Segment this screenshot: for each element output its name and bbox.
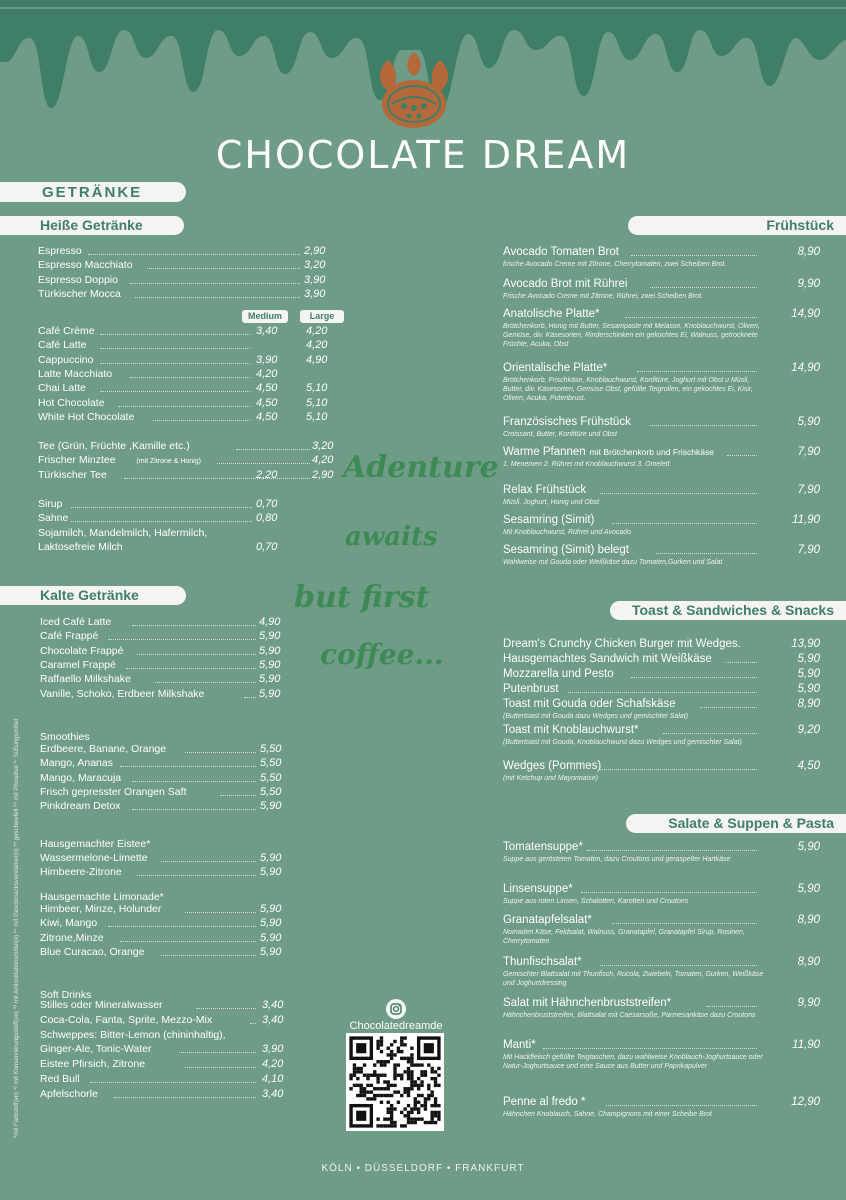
menu-item-name: Orientalische Platte*	[503, 362, 608, 374]
leader-dots	[120, 932, 256, 942]
menu-item-price: 5,90	[260, 917, 282, 930]
menu-item-name: Sesamring (Simit) belegt	[503, 544, 629, 556]
soft-drinks-title: Soft Drinks	[40, 989, 92, 1001]
leader-dots	[612, 913, 757, 924]
menu-item-name: Türkischer Mocca	[38, 287, 121, 300]
leader-dots	[137, 866, 256, 876]
menu-item-price: 5,90	[259, 687, 281, 700]
size-medium-badge: Medium	[242, 310, 288, 323]
menu-item-description: Gemischter Blattsalat mit Thunfisch, Rucola, Zwiebeln, Tomaten, Gurken, Weißkäse und Joghurtdressing	[503, 971, 764, 987]
menu-item-name: Stilles oder Mineralwasser	[40, 999, 163, 1011]
leader-dots	[114, 1088, 256, 1098]
menu-item-price: 7,90	[797, 544, 820, 556]
leader-dots	[700, 697, 757, 708]
leader-dots	[185, 743, 256, 753]
leader-dots	[663, 723, 758, 734]
menu-item-price: 9,20	[797, 724, 820, 736]
menu-item-name: Sesamring (Simit)	[503, 514, 595, 526]
menu-item-description: Wahlweise mit Gouda oder Weißkäse dazu Tomaten,Gurken und Salat	[503, 559, 723, 566]
menu-item-price: 5,90	[797, 416, 820, 428]
menu-item-name: Relax Frühstück	[503, 484, 587, 496]
leader-dots	[88, 245, 300, 255]
leader-dots	[108, 917, 256, 927]
leader-dots	[126, 659, 256, 669]
menu-item-price: 0,80	[256, 512, 278, 525]
leader-dots	[132, 772, 257, 782]
menu-item-price: 9,90	[797, 278, 820, 290]
menu-item-name: Französisches Frühstück	[503, 416, 631, 428]
icetea-title: Hausgemachter Eistee*	[40, 838, 151, 850]
leader-dots	[124, 469, 310, 479]
leader-dots	[71, 512, 253, 522]
instagram-icon[interactable]	[386, 999, 406, 1019]
menu-item-price: 8,90	[797, 698, 820, 710]
menu-item-description: Hähnchenbruststreifen, Blattsalat mit Caesarsoße, Parmesankäse dazu Croutons	[503, 1012, 756, 1019]
leader-dots	[656, 543, 757, 554]
toast-header: Toast & Sandwiches & Snacks	[610, 601, 846, 620]
menu-item-price: 12,90	[791, 1096, 820, 1108]
menu-item-price-large: 4,20	[312, 454, 334, 467]
menu-item-name: Wassermelone-Limette	[40, 852, 148, 864]
menu-item-price: 9,90	[797, 997, 820, 1009]
menu-item-price-large: 4,20	[306, 339, 328, 352]
menu-item-name: Manti*	[503, 1039, 536, 1051]
menu-item-price: 5,90	[260, 852, 282, 864]
menu-item-name: Toast mit Knoblauchwurst*	[503, 724, 639, 736]
menu-item-price: 3,90	[304, 273, 326, 286]
menu-item-name: Linsensuppe*	[503, 883, 573, 895]
menu-item-price: 2,90	[304, 245, 326, 257]
brand-title: CHOCOLATE DREAM	[215, 133, 631, 177]
leader-dots	[217, 454, 310, 464]
menu-item-name: Mango, Ananas	[40, 757, 113, 770]
milk-line-1: Sojamilch, Mandelmilch, Hafermilch,	[38, 527, 208, 539]
qr-code[interactable]	[346, 1033, 444, 1131]
menu-item-name: Caramel Frappé	[40, 658, 116, 671]
menu-item-price: 8,90	[797, 914, 820, 926]
menu-item-price: 5,90	[260, 800, 282, 813]
menu-item-description: Croissant, Butter, Konfitüre und Obst	[503, 431, 618, 438]
menu-item-price-large: 5,10	[306, 410, 328, 423]
menu-item-name: Café Latte	[38, 339, 87, 352]
menu-item-name: Iced Café Latte	[40, 616, 112, 628]
menu-item-name: Vanille, Schoko, Erdbeer Milkshake	[40, 687, 205, 700]
menu-item-name: Putenbrust	[503, 683, 559, 695]
menu-item-price: 5,90	[259, 673, 281, 686]
menu-item-price-large: 5,10	[306, 396, 328, 409]
menu-item-price: 4,50	[797, 760, 820, 772]
menu-item-price: 4,20	[262, 1058, 284, 1071]
leader-dots	[71, 498, 253, 508]
menu-item-price: 8,90	[797, 246, 820, 258]
leader-dots	[631, 667, 757, 678]
menu-item-price-medium: 3,90	[256, 353, 278, 366]
leader-dots	[726, 652, 758, 663]
menu-item-description: Brötchenkorb, Frischkäse, Knoblauchwurst, Konfitüre, Joghurt mit Obst u Müsli, Butter, div. Käsesorten, Gemüse Obst, gefüllte Teigrollen, ein gekochtes Ei, Kisir, Oliven, Acuka, Putenbrust.	[503, 377, 753, 402]
menu-item-price: 3,20	[304, 259, 326, 272]
menu-item-price: 7,90	[797, 484, 820, 496]
cold-drinks-header: Kalte Getränke	[0, 586, 186, 605]
menu-item-name: Hausgemachtes Sandwich mit Weißkäse	[503, 653, 712, 665]
leader-dots	[637, 361, 757, 372]
menu-item-name: Mango, Maracuja	[40, 771, 122, 784]
menu-item-price: 4,10	[262, 1073, 284, 1085]
menu-item-name: Espresso Doppio	[38, 273, 118, 286]
milk-price: 0,70	[256, 541, 278, 553]
menu-item-name: Chocolate Frappé	[40, 644, 124, 657]
menu-item-description: Mit Knoblauchwurst, Rührei und Avocado	[503, 529, 632, 536]
menu-item-price: 5,90	[797, 883, 820, 895]
leader-dots	[543, 1038, 757, 1049]
menu-item-price: 11,90	[792, 1039, 820, 1051]
menu-item-name: Coca-Cola, Fanta, Sprite, Mezzo-Mix	[40, 1013, 213, 1026]
menu-item-name: Chai Latte	[38, 382, 86, 395]
menu-item-price: 5,90	[797, 653, 820, 665]
menu-item-price-large: 3,20	[312, 440, 334, 452]
menu-item-price: 3,90	[262, 1043, 284, 1056]
menu-item-price: 3,40	[262, 999, 284, 1011]
menu-item-description: (Buttertoast mit Gouda, Knoblauchwurst dazu Wedges und gemischter Salat)	[503, 739, 742, 746]
menu-item-description: frische Avocado Creme mit Zitrone, Cherrytomaten, zwei Scheiben Brot.	[503, 261, 727, 268]
menu-item-description: Müsli, Joghurt, Honig und Obst	[503, 499, 600, 506]
menu-item-price: 5,90	[260, 945, 282, 958]
leader-dots	[132, 616, 257, 626]
menu-item-price-medium: 2,20	[256, 468, 278, 481]
menu-item-price: 5,90	[259, 630, 281, 643]
menu-item-name: Kiwi, Mango	[40, 917, 98, 930]
leader-dots	[108, 630, 256, 640]
smoothies-title: Smoothies	[40, 731, 90, 743]
slogan-line-2: awaits	[345, 522, 438, 552]
drinks-header: GETRÄNKE	[0, 182, 186, 202]
menu-item-price-large: 4,90	[306, 353, 328, 366]
menu-item-name: Cappuccino	[38, 353, 94, 366]
leader-dots	[587, 840, 757, 851]
menu-item-name: Frisch gepresster Orangen Saft	[40, 785, 187, 798]
menu-item-name: Mozzarella und Pesto	[503, 668, 614, 680]
menu-item-price: 5,90	[797, 683, 820, 695]
menu-item-name: Blue Curacao, Orange	[40, 945, 145, 958]
leader-dots	[244, 688, 256, 698]
menu-item-name: Espresso Macchiato	[38, 259, 133, 272]
menu-item-price: 3,40	[262, 1087, 284, 1100]
breakfast-header: Frühstück	[628, 216, 846, 235]
menu-item-description: Suppe aus roten Linsen, Schalotten, Karotten und Croutons	[503, 898, 689, 905]
menu-item-price: 5,90	[260, 903, 282, 915]
leader-dots	[581, 882, 757, 893]
menu-item-price: 4,90	[259, 616, 281, 628]
menu-item-price: 14,90	[791, 362, 820, 374]
menu-item-description: Brötchenkorb, Honig mit Butter, Sesampaste mit Melasse, Knoblauchwurst, Oliven, Gemüse, div. Käsesorten, Rinderschinken ein gekochtes Ei, Walnuss, getrocknete Früchte, Acuka, Obst	[503, 323, 760, 348]
leader-dots	[100, 339, 250, 349]
leader-dots	[120, 757, 256, 767]
menu-item-name: Erdbeere, Banane, Orange	[40, 743, 167, 755]
menu-item-name: Zitrone,Minze	[40, 931, 104, 944]
leader-dots	[185, 1058, 256, 1068]
menu-item-name: Latte Macchiato	[38, 367, 113, 380]
slogan-line-1: Adenture	[343, 450, 499, 485]
menu-item-name: Wedges (Pommes)	[503, 760, 602, 772]
leader-dots	[185, 903, 256, 913]
menu-item-name: Café Crème	[38, 325, 95, 337]
leader-dots	[100, 325, 250, 335]
menu-item-name: Hot Chocolate	[38, 396, 105, 409]
menu-item-price: 5,50	[260, 757, 282, 770]
menu-item-price-large: 4,20	[306, 325, 328, 337]
menu-item-price: 5,50	[260, 771, 282, 784]
menu-item-description: 1. Menemen 2. Rührei mit Knoblauchwurst 3. Omelett	[503, 461, 670, 468]
menu-item-name: Espresso	[38, 245, 82, 257]
leader-dots	[100, 382, 250, 392]
milk-line-2: Laktosefreie Milch	[38, 541, 123, 553]
leader-dots	[118, 397, 250, 407]
menu-item-description: (mit Ketchup und Mayonnaise)	[503, 775, 598, 782]
menu-item-price: 14,90	[791, 308, 820, 320]
leader-dots	[90, 1073, 256, 1083]
leader-dots	[147, 259, 300, 269]
leader-dots	[650, 415, 757, 426]
leader-dots	[220, 786, 256, 796]
menu-item-price-large: 2,90	[312, 468, 334, 481]
menu-item-name: Red Bull	[40, 1073, 80, 1085]
menu-item-name: Anatolische Platte*	[503, 308, 600, 320]
menu-item-extra: mit Brötchenkorb und Frischkäse	[589, 447, 714, 457]
menu-item	[503, 652, 757, 666]
menu-item-name: Toast mit Gouda oder Schafskäse	[503, 698, 676, 710]
leader-dots	[631, 245, 757, 256]
menu-item-price: 5,50	[260, 785, 282, 798]
menu-item-name: Thunfischsalat*	[503, 956, 582, 968]
menu-item-name: Avocado Brot mit Rührei	[503, 278, 628, 290]
footer-cities: KÖLN • DÜSSELDORF • FRANKFURT	[321, 1163, 525, 1174]
menu-item-price: 8,90	[797, 956, 820, 968]
leader-dots	[161, 852, 256, 862]
leader-dots	[600, 955, 758, 966]
cocoa-bean-logo	[368, 46, 460, 134]
lemonade-title: Hausgemachte Limonade*	[40, 891, 164, 903]
menu-item-description: Suppe aus gerösteten Tomaten, dazu Croutons und geraspelter Hartkäse	[503, 856, 731, 863]
menu-item-description: Mit Hackfleisch gefüllte Teigtaschen, dazu wahlweise Knoblauch-Joghurtsauce oder Natur-Joghurtsauce und eine Sauce aus Butter und Paprikapulver	[503, 1054, 763, 1070]
menu-item-note: (mit Zitrone & Honig)	[136, 458, 201, 466]
menu-item-name: Salat mit Hähnchenbruststreifen*	[503, 997, 672, 1009]
menu-item-price-large: 5,10	[306, 382, 328, 395]
menu-item-description: Frische Avocado Creme mit Zitrone, Rührei, zwei Scheiben Brot.	[503, 293, 703, 300]
menu-item-name: Sirup	[38, 498, 63, 510]
menu-item-name: White Hot Chocolate	[38, 410, 135, 423]
menu-item-price: 5,90	[260, 931, 282, 944]
menu-item-name: Türkischer Tee	[38, 468, 107, 481]
menu-item-name: Schweppes: Bitter-Lemon (chininhaltig),	[40, 1028, 226, 1041]
leader-dots	[650, 277, 757, 288]
additives-note: *mit Farbstoff(en) *² mit Konservierungsstoff(en) *³ mit Antioxidationsmittel(n) *⁴ mit Geschmacksverstärker(n) *⁵ geschwefelt *⁶ mit Phosphat *⁷ Süßungsmittel	[14, 719, 20, 1138]
leader-dots	[153, 411, 250, 421]
menu-item-name: Penne al fredo *	[503, 1096, 586, 1108]
menu-item-price: 5,90	[797, 841, 820, 853]
menu-item-description: Hähnchen Knoblauch, Sahne, Champignons mit einer Scheibe Brot	[503, 1111, 712, 1118]
menu-item-price: 5,50	[260, 743, 282, 755]
menu-item-name: Eistee Pfirsich, Zitrone	[40, 1058, 146, 1071]
instagram-handle[interactable]: Chocolatedreamde	[349, 1020, 443, 1032]
leader-dots	[236, 440, 310, 450]
menu-item-name: Raffaello Milkshake	[40, 673, 131, 686]
menu-item-name: Himbeere-Zitrone	[40, 866, 122, 879]
leader-dots	[707, 996, 757, 1007]
menu-item-price: 3,90	[304, 287, 326, 300]
leader-dots	[130, 368, 251, 378]
menu-item-name: Frischer Minztee	[38, 454, 116, 467]
menu-item-price-medium: 4,50	[256, 382, 278, 395]
leader-dots	[568, 682, 757, 693]
menu-item	[503, 637, 757, 651]
leader-dots	[727, 445, 757, 456]
menu-item-price: 5,90	[260, 866, 282, 879]
leader-dots	[606, 1095, 757, 1106]
leader-dots	[600, 483, 758, 494]
menu-item-name: Warme Pfannen	[503, 446, 586, 458]
leader-dots	[600, 759, 758, 770]
leader-dots	[100, 354, 250, 364]
menu-item-name: Tee (Grün, Früchte ,Kamille etc.)	[38, 440, 190, 452]
menu-item-name: Avocado Tomaten Brot	[503, 246, 619, 258]
menu-item-name: Himbeer, Minze, Holunder	[40, 903, 162, 915]
salads-header: Salate & Suppen & Pasta	[626, 814, 846, 833]
leader-dots	[625, 307, 757, 318]
menu-item-name: Ginger-Ale, Tonic-Water	[40, 1043, 152, 1056]
leader-dots	[250, 1014, 257, 1024]
menu-item-price: 11,90	[792, 514, 820, 526]
leader-dots	[137, 645, 256, 655]
leader-dots	[196, 999, 256, 1009]
menu-item-price-medium: 4,50	[256, 396, 278, 409]
leader-dots	[135, 288, 300, 298]
leader-dots	[612, 513, 757, 524]
menu-item-description: (Buttertoast mit Gouda dazu Wedges und gemischter Salat)	[503, 713, 689, 720]
menu-item-price: 5,90	[259, 644, 281, 657]
menu-item-price: 5,90	[259, 658, 281, 671]
menu-item-price: 7,90	[797, 446, 820, 458]
menu-item-name: Apfelschorle	[40, 1087, 98, 1100]
menu-item-price: 13,90	[791, 638, 820, 650]
size-large-badge: Large	[300, 310, 344, 323]
menu-item	[503, 445, 757, 459]
leader-dots	[155, 673, 256, 683]
menu-item-price-medium: 4,20	[256, 367, 278, 380]
menu-item-price-medium: 4,50	[256, 410, 278, 423]
menu-item-name: Pinkdream Detox	[40, 800, 121, 813]
menu-item-name: Sahne	[38, 512, 69, 525]
menu-item-price: 0,70	[256, 498, 278, 510]
menu-item-price-medium: 3,40	[256, 325, 278, 337]
menu-item-description: Nomaden Käse, Feldsalat, Walnuss, Granatapfel, Granatapfel Sirup, Rosinen, Cherrytomaten	[503, 929, 745, 945]
menu-item-price: 3,40	[262, 1013, 284, 1026]
slogan-line-3: but first	[294, 580, 430, 615]
leader-dots	[179, 1043, 256, 1053]
menu-item-price: 5,90	[797, 668, 820, 680]
leader-dots	[161, 946, 256, 956]
menu-item-name: Granatapfelsalat*	[503, 914, 592, 926]
menu-item-name: Dream's Crunchy Chicken Burger mit Wedges.	[503, 638, 741, 650]
leader-dots	[130, 274, 301, 284]
leader-dots	[132, 800, 257, 810]
slogan-line-4: coffee...	[320, 638, 444, 671]
menu-item-name: Café Frappé	[40, 630, 99, 643]
menu-item-name: Tomatensuppe*	[503, 841, 583, 853]
hot-drinks-header: Heiße Getränke	[0, 216, 184, 235]
